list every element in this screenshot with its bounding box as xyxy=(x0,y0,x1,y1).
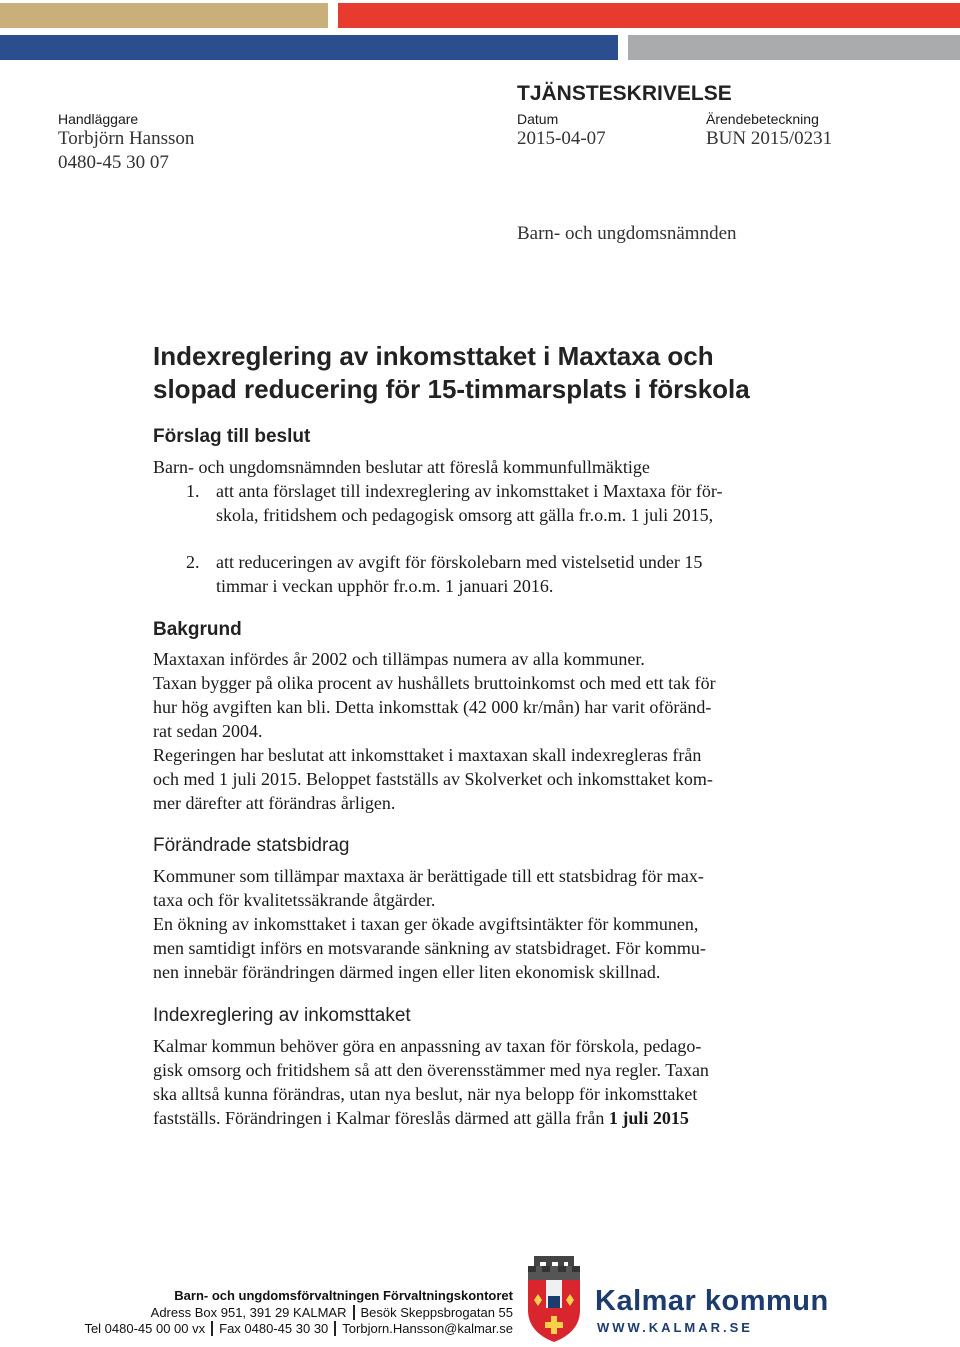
arende-value: BUN 2015/0231 xyxy=(706,128,833,149)
handlaggare-phone: 0480-45 30 07 xyxy=(58,152,169,173)
statsbidrag-heading: Förändrade statsbidrag xyxy=(153,835,350,856)
top-bar-blue xyxy=(0,35,618,60)
footer-org: Barn- och ungdomsförvaltningen Förvaltningskontoret xyxy=(174,1288,513,1303)
paragraph-line: hur hög avgiften kan bli. Detta inkomsttak (42 000 kr/mån) har varit oföränd- xyxy=(153,697,712,717)
indexreglering-text xyxy=(153,1034,709,1130)
item-line: att anta förslaget till indexreglering av inkomsttaket i Maxtaxa för för- xyxy=(216,481,723,501)
paragraph-line: gisk omsorg och fritidshem så att den överensstämmer med nya regler. Taxan xyxy=(153,1060,709,1080)
paragraph-line: mer därefter att förändras årligen. xyxy=(153,793,396,813)
paragraph-line: Maxtaxan infördes år 2002 och tillämpas numera av alla kommuner. xyxy=(153,649,645,669)
item-line: att reduceringen av avgift för förskolebarn med vistelsetid under 15 xyxy=(216,552,703,572)
item-number: 2. xyxy=(186,552,200,572)
footer-separator xyxy=(211,1321,213,1336)
footer-visit: Besök Skeppsbrogatan 55 xyxy=(360,1305,513,1320)
document-type: TJÄNSTESKRIVELSE xyxy=(517,82,732,105)
bakgrund-text xyxy=(153,647,716,815)
top-bar-tan xyxy=(0,3,328,28)
paragraph-line: ska alltså kunna förändras, utan nya beslut, när nya belopp för inkomsttaket xyxy=(153,1084,698,1104)
footer-email: Torbjorn.Hansson@kalmar.se xyxy=(342,1321,513,1336)
paragraph-line: och med 1 juli 2015. Beloppet fastställs av Skolverket och inkomsttaket kom- xyxy=(153,769,713,789)
forslag-heading: Förslag till beslut xyxy=(153,426,311,447)
footer-fax: Fax 0480-45 30 30 xyxy=(219,1321,329,1336)
handlaggare-name: Torbjörn Hansson xyxy=(58,128,195,149)
paragraph-line: men samtidigt införs en motsvarande sänkning av statsbidraget. För kommu- xyxy=(153,938,706,958)
footer-phone-line xyxy=(40,1321,513,1336)
item-line: skola, fritidshem och pedagogisk omsorg att gälla fr.o.m. 1 juli 2015, xyxy=(216,505,714,525)
paragraph-line: Kalmar kommun behöver göra en anpassning av taxan för förskola, pedago- xyxy=(153,1036,702,1056)
paragraph-line: nen innebär förändringen därmed ingen eller liten ekonomisk skillnad. xyxy=(153,962,661,982)
forslag-item-2 xyxy=(186,550,806,598)
bakgrund-heading: Bakgrund xyxy=(153,619,242,640)
item-line: timmar i veckan upphör fr.o.m. 1 januari 2016. xyxy=(216,576,554,596)
top-bar-gray xyxy=(628,35,960,60)
paragraph-line: rat sedan 2004. xyxy=(153,721,263,741)
datum-label: Datum xyxy=(517,111,559,127)
effective-date: 1 juli 2015 xyxy=(608,1108,689,1128)
paragraph-line: Regeringen har beslutat att inkomsttaket i maxtaxan skall indexregleras från xyxy=(153,745,702,765)
item-number: 1. xyxy=(186,481,200,501)
kalmar-logo-text: Kalmar kommun xyxy=(595,1285,829,1317)
last-line-text: fastställs. Förändringen i Kalmar föreslås därmed att gälla från xyxy=(153,1108,609,1128)
paragraph-line: Kommuner som tillämpar maxtaxa är berättigade till ett statsbidrag för max- xyxy=(153,866,704,886)
handlaggare-label: Handläggare xyxy=(58,111,139,127)
paragraph-line: taxa och för kvalitetssäkrande åtgärder. xyxy=(153,890,436,910)
arende-label: Ärendebeteckning xyxy=(706,111,819,127)
paragraph-line: Taxan bygger på olika procent av hushållets bruttoinkomst och med ett tak för xyxy=(153,673,716,693)
recipient: Barn- och ungdomsnämnden xyxy=(517,223,737,244)
kalmar-coat-of-arms-icon xyxy=(524,1256,584,1342)
document-title xyxy=(153,340,750,406)
footer-separator xyxy=(353,1305,355,1320)
datum-value: 2015-04-07 xyxy=(517,128,606,149)
footer-address: Adress Box 951, 391 29 KALMAR xyxy=(150,1305,347,1320)
footer-contact xyxy=(40,1288,513,1336)
paragraph-line: En ökning av inkomsttaket i taxan ger ökade avgiftsintäkter för kommunen, xyxy=(153,914,699,934)
indexreglering-heading: Indexreglering av inkomsttaket xyxy=(153,1005,411,1026)
kalmar-logo-url: WWW.KALMAR.SE xyxy=(597,1320,753,1335)
forslag-intro: Barn- och ungdomsnämnden beslutar att föreslå kommunfullmäktige xyxy=(153,457,650,477)
forslag-item-1 xyxy=(186,479,806,527)
statsbidrag-text xyxy=(153,864,706,984)
title-line-2: slopad reducering för 15-timmarsplats i förskola xyxy=(153,374,750,404)
paragraph-line xyxy=(153,1106,709,1130)
title-line-1: Indexreglering av inkomsttaket i Maxtaxa och xyxy=(153,341,714,371)
footer-address-line xyxy=(40,1305,513,1320)
top-bar-red xyxy=(338,3,960,28)
footer-tel: Tel 0480-45 00 00 vx xyxy=(84,1321,206,1336)
footer-separator xyxy=(334,1321,336,1336)
